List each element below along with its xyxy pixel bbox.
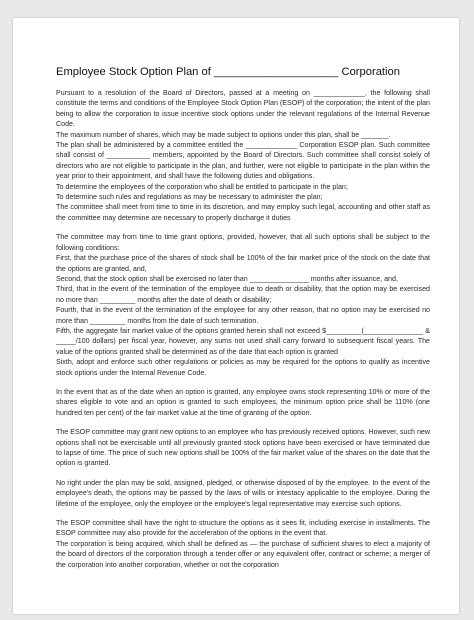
- section-plan-terms: [56, 88, 430, 223]
- paragraph-line: The corporation is being acquired, which shall be defined as — the purchase of sufficient shares to elect a majority of the board of directors of the corporation through a tender offer or any equivalent offer, contract or scheme; a merger of the corporation into another corporation, whether or not the corporation: [56, 539, 430, 569]
- paragraph-line: Sixth, adopt and enforce such other regulations or policies as may be required for the options to qualify as incentive stock options under the Internal Revenue Code.: [56, 358, 430, 377]
- paragraph-line: Fourth, that in the event of the termination of the employee for any other reason, that no option may be exercised no more than _________ months from the date of such termination.: [56, 306, 430, 325]
- section-grant-conditions: [56, 232, 430, 378]
- paragraph-line: The plan shall be administered by a committee entitled the _____________ Corporation ESOP plan. Such committee shall consist of ___________ members, appointed by the Board of Directors. Such committee shall consist solely of directors who are not eligible to participate in the plan, and further, were not eligible to participate in the plan within the year prior to their appointment, and shall have the following duties and obligations.: [56, 141, 430, 181]
- paragraph-line: The committee shall meet from time to time in its discretion, and may employ such legal, accounting and other staff as the committee may determine are necessary to properly discharge it duties: [56, 203, 430, 222]
- paragraph-line: First, that the purchase price of the shares of stock shall be 100% of the fair market price of the stock on the date that the options are granted, and,: [56, 254, 430, 273]
- paragraph-line: The committee may from time to time grant options, provided, however, that all such options shall be subject to the following conditions:: [56, 233, 430, 252]
- paragraph-line: To determine such rules and regulations as may be necessary to administer the plan;: [56, 193, 323, 202]
- paragraph-line: In the event that as of the date when an option is granted, any employee owns stock representing 10% or more of the shares eligible to vote and an option is granted to such employees, the minimum option price shall be 110% (one hundred ten per cent) of the fair market value at the time of granting of the option.: [56, 387, 430, 417]
- paragraph-line: Third, that in the event of the termination of the employee due to death or disability, that the option may be exercised no more than _________ months after the date of death or disability;: [56, 285, 430, 304]
- paragraph-line: The ESOP committee may grant new options to an employee who has previously received options. However, such new options shall not be exercisable until all previously granted stock options have been exercised or have terminated due to lapse of time. The price of such new options shall be 100% of the fair market value of the shares on the date that the option is granted.: [56, 428, 430, 468]
- paragraph-line: The ESOP committee shall have the right to structure the options as it sees fit, including exercise in installments. The ESOP committee may also provide for the acceleration of the options in the event that.: [56, 519, 430, 538]
- section-new-options: [56, 427, 430, 469]
- paragraph-line: Fifth, the aggregate fair market value of the options granted herein shall not exceed $_________(_______________ & _____/100 dollars) per fiscal year, however, any sums not used shall carry forward to subsequent fiscal years. The value of the options granted shall be determined as of the date that each option is granted: [56, 326, 430, 356]
- section-transfer-restrictions: [56, 478, 430, 509]
- paragraph-line: To determine the employees of the corporation who shall be entitled to participate in the plan;: [56, 182, 348, 191]
- section-ten-percent-owners: [56, 387, 430, 418]
- paragraph-line: The maximum number of shares, which may be made subject to options under this plan, shall be _______.: [56, 130, 391, 139]
- paragraph-line: Pursuant to a resolution of the Board of Directors, passed at a meeting on _____________, the following shall constitute the terms and conditions of the Employee Stock Option Plan (ESOP) of the corporation; the intent of the plan being to allow the corporation to issue incentive stock options under the relevant regulations of the Internal Revenue Code.: [56, 89, 430, 129]
- paragraph-line: Second, that the stock option shall be exercised no later than _______________ months after issuance, and,: [56, 274, 398, 283]
- paragraph-line: No right under the plan may be sold, assigned, pledged, or otherwise disposed of by the employee. In the event of the employee's death, the options may be passed by the laws of wills or intestacy applicable to the employee. During the lifetime of the employee, only the employee or the employee's legal representative may exercise such options.: [56, 478, 430, 508]
- document-content: [56, 66, 430, 579]
- document-page: [13, 18, 459, 614]
- section-acceleration: [56, 518, 430, 570]
- document-title: Employee Stock Option Plan of ____________________ Corporation: [56, 66, 400, 78]
